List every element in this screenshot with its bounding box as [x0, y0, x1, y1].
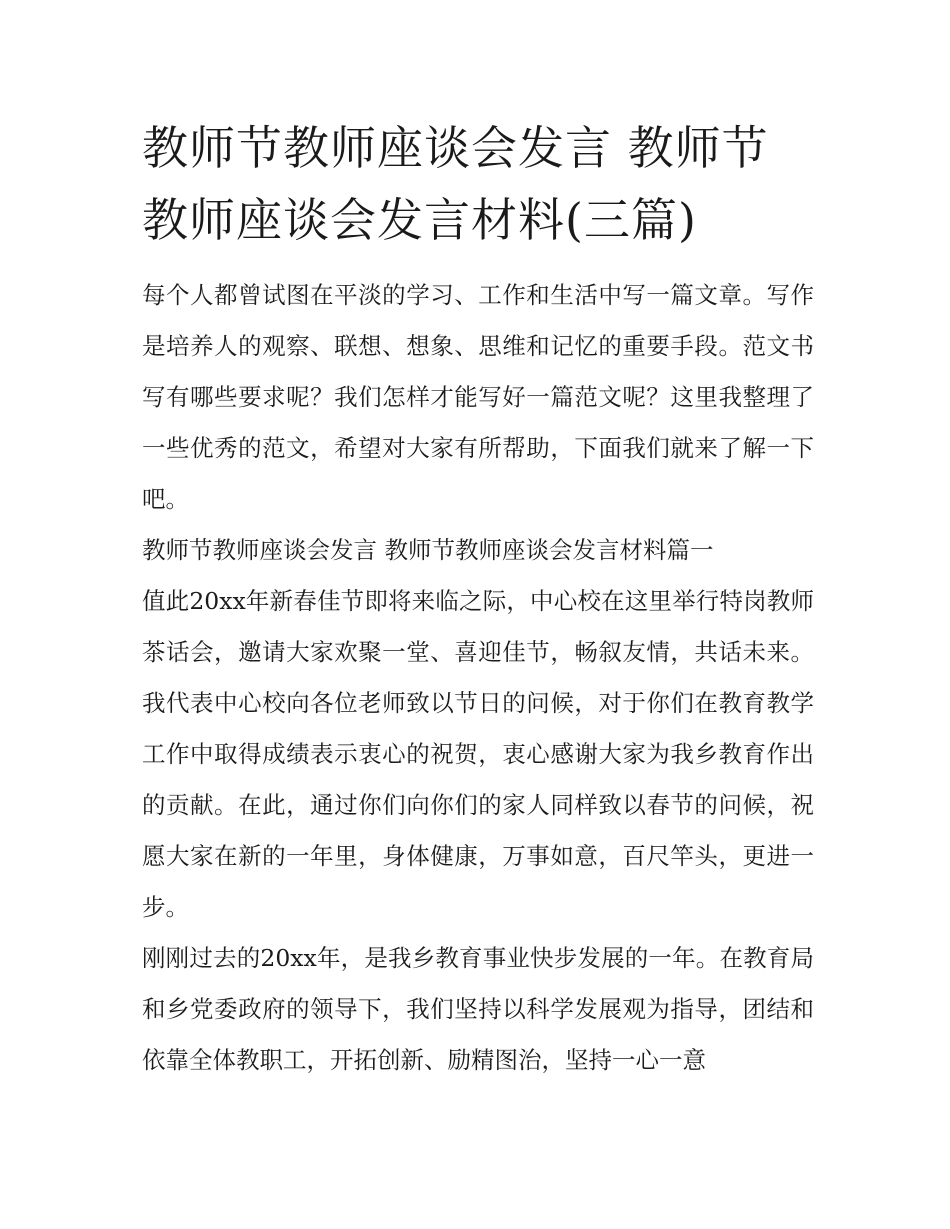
body-paragraph-1: 值此20xx年新春佳节即将来临之际，中心校在这里举行特岗教师茶话会，邀请大家欢聚一堂、喜迎佳节，畅叙友情，共话未来。我代表中心校向各位老师致以节日的问候，对于你们在教育教学工作中取得成绩表示衷心的祝贺，衷心感谢大家为我乡教育作出的贡献。在此，通过你们向你们的家人同样致以春节的问候，祝愿大家在新的一年里，身体健康，万事如意，百尺竿头，更进一步。	[142, 587, 814, 921]
document-page	[142, 112, 814, 1086]
body-paragraph-2: 刚刚过去的20xx年，是我乡教育事业快步发展的一年。在教育局和乡党委政府的领导下，我们坚持以科学发展观为指导，团结和依靠全体教职工，开拓创新、励精图治，坚持一心一意	[142, 944, 814, 1074]
intro-paragraph: 每个人都曾试图在平淡的学习、工作和生活中写一篇文章。写作是培养人的观察、联想、想象、思维和记忆的重要手段。范文书写有哪些要求呢？我们怎样才能写好一篇范文呢？这里我整理了一些优秀的范文，希望对大家有所帮助，下面我们就来了解一下吧。	[142, 281, 814, 513]
document-title: 教师节教师座谈会发言 教师节教师座谈会发言材料(三篇)	[142, 121, 769, 247]
section-heading: 教师节教师座谈会发言 教师节教师座谈会发言材料篇一	[142, 536, 714, 564]
